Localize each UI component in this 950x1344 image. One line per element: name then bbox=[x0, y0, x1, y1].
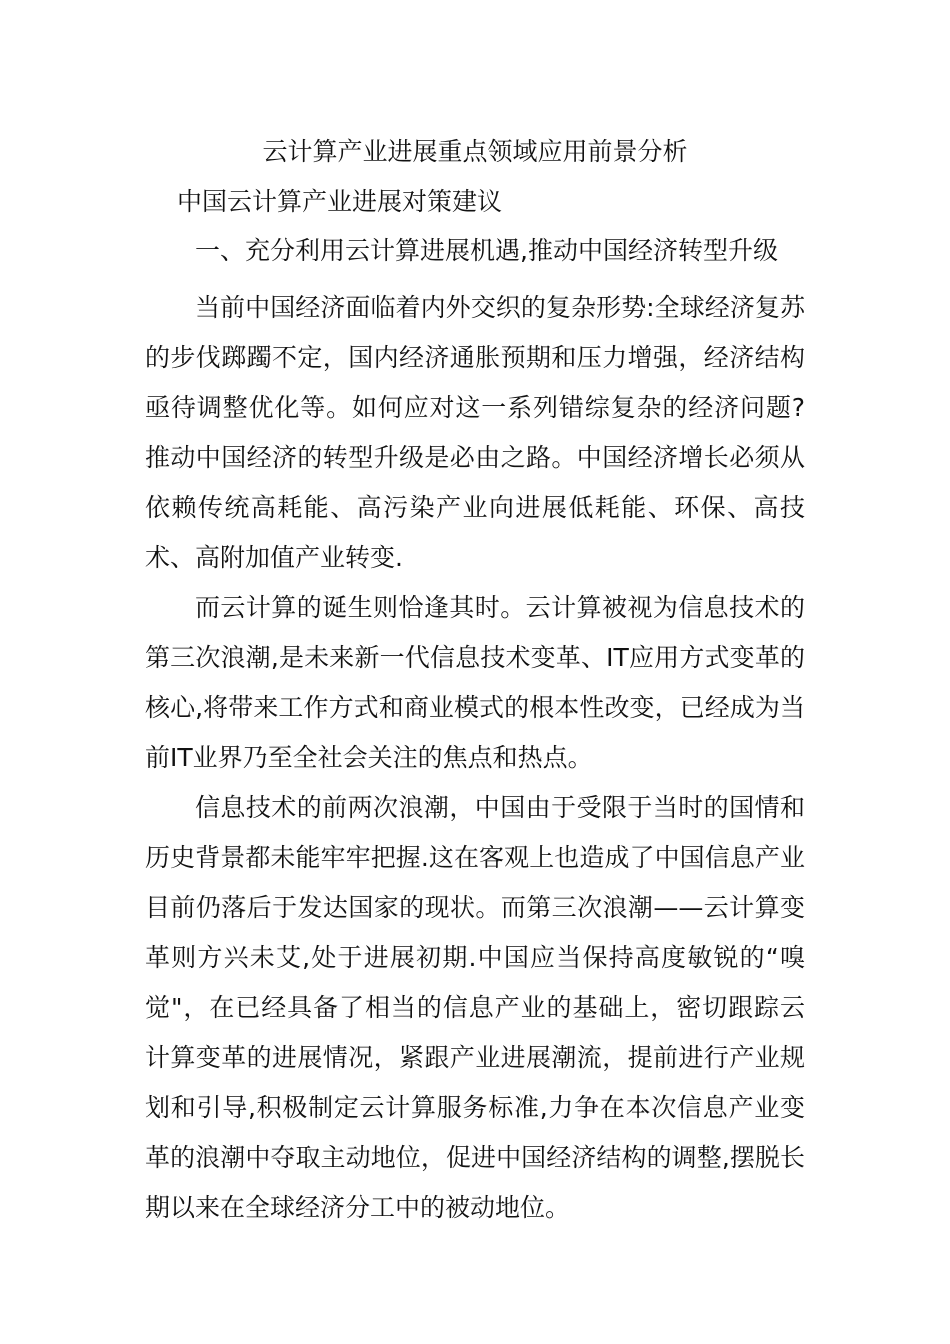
section-heading: 中国云计算产业进展对策建议 bbox=[177, 187, 503, 216]
paragraph-2: 而云计算的诞生则恰逢其时。云计算被视为信息技术的第三次浪潮,是未来新一代信息技术变革、IT应用方式变革的核心,将带来工作方式和商业模式的根本性改变，已经成为当前IT业界乃至全社会关注的焦点和热点。 bbox=[145, 593, 805, 772]
document-title: 云计算产业进展重点领域应用前景分析 bbox=[262, 137, 688, 166]
sub-heading: 一、充分利用云计算进展机遇,推动中国经济转型升级 bbox=[195, 236, 778, 265]
document-body bbox=[145, 283, 805, 1233]
paragraph-1: 当前中国经济面临着内外交织的复杂形势:全球经济复苏的步伐踯躅不定，国内经济通胀预期和压力增强，经济结构亟待调整优化等。如何应对这一系列错综复杂的经济问题?推动中国经济的转型升级是必由之路。中国经济增长必须从依赖传统高耗能、高污染产业向进展低耗能、环保、高技术、高附加值产业转变. bbox=[145, 293, 805, 572]
paragraph-3: 信息技术的前两次浪潮，中国由于受限于当时的国情和历史背景都未能牢牢把握.这在客观上也造成了中国信息产业目前仍落后于发达国家的现状。而第三次浪潮——云计算变革则方兴未艾,处于进展初期.中国应当保持高度敏锐的“嗅觉"，在已经具备了相当的信息产业的基础上，密切跟踪云计算变革的进展情况，紧跟产业进展潮流，提前进行产业规划和引导,积极制定云计算服务标准,力争在本次信息产业变革的浪潮中夺取主动地位，促进中国经济结构的调整,摆脱长期以来在全球经济分工中的被动地位。 bbox=[145, 793, 805, 1222]
